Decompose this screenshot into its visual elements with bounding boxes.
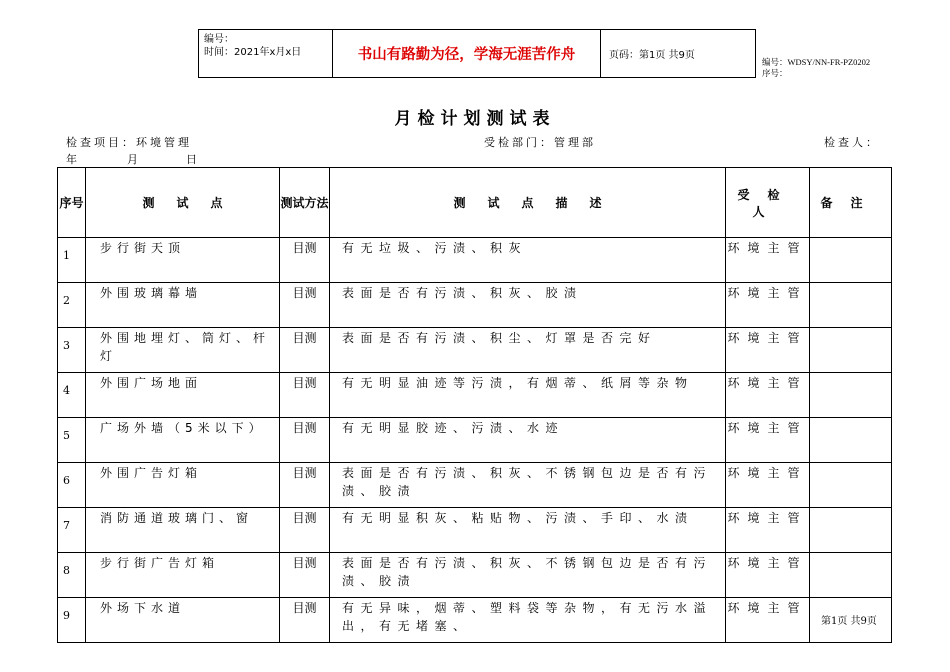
page-title: 月检计划测试表	[394, 109, 556, 129]
row-desc: 有无明显油迹等污渍，有烟蒂、纸屑等杂物	[330, 373, 726, 418]
table-row	[58, 373, 892, 418]
row-method: 目测	[280, 463, 330, 508]
header-desc: 测试点描述	[330, 168, 726, 238]
header-point: 测试点	[86, 168, 280, 238]
table-row	[58, 553, 892, 598]
row-no: 7	[58, 508, 86, 553]
row-no: 4	[58, 373, 86, 418]
row-point: 外围广场地面	[86, 373, 280, 418]
date-month: 月	[127, 153, 138, 166]
row-receiver: 环境主管	[726, 553, 810, 598]
doc-code: 编号：WDSY/NN-FR-PZ0202	[762, 57, 871, 67]
table-row	[58, 508, 892, 553]
row-remark	[810, 328, 892, 373]
row-remark	[810, 553, 892, 598]
page-footer: 第1页 共9页	[821, 616, 877, 627]
row-receiver: 环境主管	[726, 508, 810, 553]
page-info: 页码：第1页 共9页	[609, 50, 695, 61]
row-desc: 表面是否有污渍、积尘、灯罩是否完好	[330, 328, 726, 373]
inspection-table	[57, 167, 892, 643]
time-label: 时间：2021年x月x日	[204, 47, 302, 58]
header-no: 序号	[58, 168, 86, 238]
motto: 书山有路勤为径，学海无涯苦作舟	[333, 30, 601, 77]
row-desc: 有无明显积灰、粘贴物、污渍、手印、水渍	[330, 508, 726, 553]
doc-code-block	[762, 57, 870, 79]
table-row	[58, 463, 892, 508]
row-method: 目测	[280, 238, 330, 283]
row-no: 1	[58, 238, 86, 283]
row-point: 消防通道玻璃门、窗	[86, 508, 280, 553]
row-receiver: 环境主管	[726, 598, 810, 643]
table-row	[58, 328, 892, 373]
table-row	[58, 283, 892, 328]
row-desc: 有无异味，烟蒂、塑料袋等杂物，有无污水溢出，有无堵塞、	[330, 598, 726, 643]
row-no: 8	[58, 553, 86, 598]
row-remark	[810, 373, 892, 418]
row-no: 6	[58, 463, 86, 508]
row-remark	[810, 508, 892, 553]
row-no: 2	[58, 283, 86, 328]
row-point: 外场下水道	[86, 598, 280, 643]
row-point: 步行街天顶	[86, 238, 280, 283]
number-label: 编号：	[204, 34, 234, 45]
row-point: 外围玻璃幕墙	[86, 283, 280, 328]
inspected-department: 受检部门：管理部	[484, 136, 596, 149]
row-method: 目测	[280, 328, 330, 373]
header-remark: 备注	[810, 168, 892, 238]
row-point: 广场外墙（5米以下）	[86, 418, 280, 463]
row-method: 目测	[280, 508, 330, 553]
row-no: 5	[58, 418, 86, 463]
row-remark	[810, 283, 892, 328]
header-box	[198, 29, 756, 78]
row-receiver: 环境主管	[726, 238, 810, 283]
row-receiver: 环境主管	[726, 283, 810, 328]
row-receiver: 环境主管	[726, 463, 810, 508]
doc-serial: 序号：	[762, 68, 788, 78]
row-receiver: 环境主管	[726, 418, 810, 463]
row-desc: 有无明显胶迹、污渍、水迹	[330, 418, 726, 463]
row-no: 9	[58, 598, 86, 643]
row-method: 目测	[280, 598, 330, 643]
inspection-project: 检查项目：环境管理	[66, 136, 192, 149]
row-point: 外围地埋灯、筒灯、杆灯	[86, 328, 280, 373]
row-point: 外围广告灯箱	[86, 463, 280, 508]
row-no: 3	[58, 328, 86, 373]
row-desc: 表面是否有污渍、积灰、不锈钢包边是否有污渍、胶渍	[330, 463, 726, 508]
row-desc: 表面是否有污渍、积灰、胶渍	[330, 283, 726, 328]
inspector: 检查人：	[824, 136, 880, 149]
date-day: 日	[186, 153, 197, 166]
header-receiver: 受检人	[726, 168, 810, 238]
row-remark	[810, 238, 892, 283]
row-desc: 有无垃圾、污渍、积灰	[330, 238, 726, 283]
row-method: 目测	[280, 283, 330, 328]
header-method: 测试方法	[280, 168, 330, 238]
table-row	[58, 598, 892, 643]
row-point: 步行街广告灯箱	[86, 553, 280, 598]
row-remark	[810, 463, 892, 508]
table-header-row	[58, 168, 892, 238]
table-row	[58, 238, 892, 283]
row-receiver: 环境主管	[726, 373, 810, 418]
header-left	[199, 30, 333, 77]
row-remark	[810, 418, 892, 463]
row-desc: 表面是否有污渍、积灰、不锈钢包边是否有污渍、胶渍	[330, 553, 726, 598]
row-method: 目测	[280, 373, 330, 418]
row-receiver: 环境主管	[726, 328, 810, 373]
date-year: 年	[66, 153, 77, 166]
row-method: 目测	[280, 418, 330, 463]
table-row	[58, 418, 892, 463]
row-method: 目测	[280, 553, 330, 598]
